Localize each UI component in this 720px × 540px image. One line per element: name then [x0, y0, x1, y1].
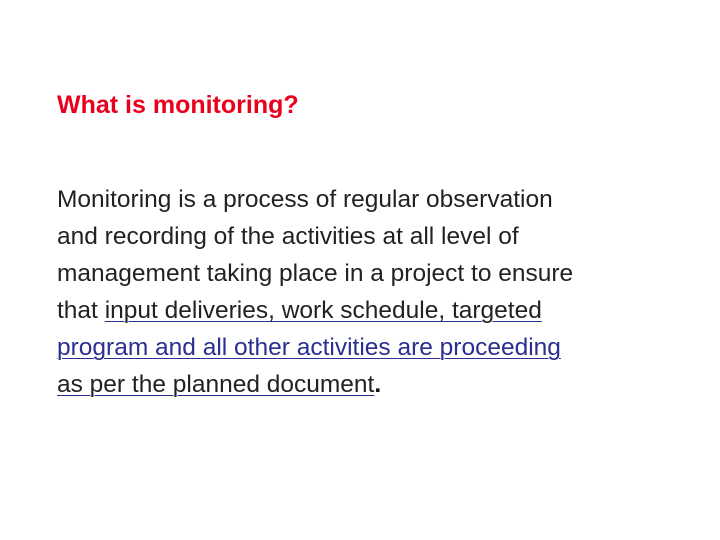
body-line-6: [57, 366, 697, 403]
slide-title: What is monitoring?: [57, 91, 299, 119]
body-line-5: [57, 329, 697, 366]
hyperlink-planned-document[interactable]: as per the planned document: [57, 371, 375, 398]
body-line-3: management taking place in a project to ensure: [57, 260, 574, 287]
body-line-4-text: that: [57, 297, 105, 324]
body-line-1: Monitoring is a process of regular observation: [57, 186, 553, 213]
hyperlink-input-deliveries[interactable]: input deliveries, work schedule, targeted: [104, 297, 542, 324]
sentence-period: .: [374, 371, 382, 398]
body-line-4: [57, 292, 697, 329]
body-line-2: and recording of the activities at all level of: [57, 223, 519, 250]
hyperlink-program[interactable]: program and all other activities are proceeding: [57, 334, 561, 361]
slide-body: [57, 181, 697, 403]
